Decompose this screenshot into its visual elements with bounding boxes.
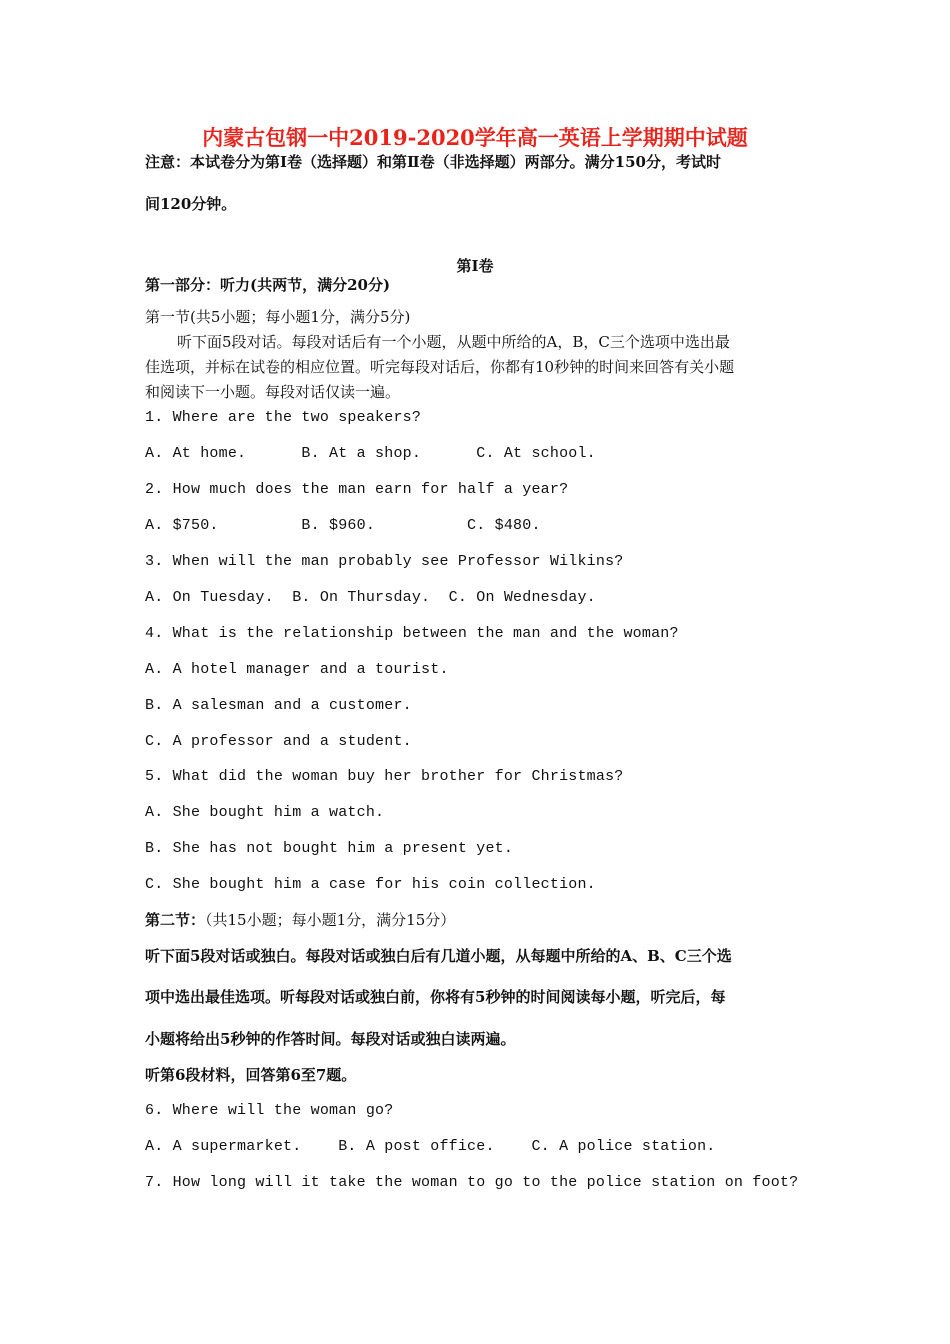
question-5-option-b: B. She has not bought him a present yet. [145, 840, 514, 857]
section1-instruction-line: 和阅读下一小题。每段对话仅读一遍。 [145, 383, 401, 401]
section2-instruction-line: 项中选出最佳选项。听每段对话或独白前，你将有5秒钟的时间阅读每小题，听完后，每 [145, 988, 726, 1006]
question-4-option-a: A. A hotel manager and a tourist. [145, 661, 449, 678]
section2-instruction-line: 小题将给出5秒钟的作答时间。每段对话或独白读两遍。 [145, 1030, 516, 1048]
section2-heading-label: 第二节： [145, 911, 206, 929]
question-3: 3. When will the man probably see Professor Wilkins? [145, 553, 624, 570]
question-5-option-a: A. She bought him a watch. [145, 804, 385, 821]
exam-title: 内蒙古包钢一中2019-2020学年高一英语上学期期中试题 [202, 125, 748, 150]
section1-instruction-line: 佳选项，并标在试卷的相应位置。听完每段对话后，你都有10秒钟的时间来回答有关小题 [145, 358, 735, 376]
section2-heading-detail: （共15小题；每小题1分，满分15分） [205, 911, 456, 929]
question-6: 6. Where will the woman go? [145, 1102, 394, 1119]
question-7: 7. How long will it take the woman to go to the police station on foot? [145, 1174, 799, 1191]
question-2: 2. How much does the man earn for half a year? [145, 481, 569, 498]
question-5-option-c: C. She bought him a case for his coin collection. [145, 876, 596, 893]
question-4: 4. What is the relationship between the man and the woman? [145, 625, 679, 642]
question-3-options: A. On Tuesday. B. On Thursday. C. On Wednesday. [145, 589, 596, 606]
question-5: 5. What did the woman buy her brother for Christmas? [145, 768, 624, 785]
notice-line-2: 间120分钟。 [145, 195, 237, 213]
question-1-options: A. At home. B. At a shop. C. At school. [145, 445, 596, 462]
material-6-heading: 听第6段材料，回答第6至7题。 [145, 1066, 357, 1084]
question-1: 1. Where are the two speakers? [145, 409, 422, 426]
question-2-options: A. $750. B. $960. C. $480. [145, 517, 541, 534]
section2-instruction-line: 听下面5段对话或独白。每段对话或独白后有几道小题，从每题中所给的A、B、C三个选 [145, 947, 732, 965]
section2-heading [145, 910, 455, 930]
volume-heading: 第Ⅰ卷 [456, 257, 494, 275]
section1-heading: 第一节(共5小题；每小题1分，满分5分) [145, 308, 411, 326]
question-6-options: A. A supermarket. B. A post office. C. A police station. [145, 1138, 716, 1155]
section1-instruction-line: 听下面5段对话。每段对话后有一个小题，从题中所给的A，B，C三个选项中选出最 [177, 333, 730, 351]
question-4-option-c: C. A professor and a student. [145, 733, 412, 750]
part1-heading: 第一部分：听力(共两节，满分20分) [145, 276, 391, 294]
notice-line-1: 注意：本试卷分为第Ⅰ卷（选择题）和第Ⅱ卷（非选择题）两部分。满分150分，考试时 [145, 153, 721, 171]
question-4-option-b: B. A salesman and a customer. [145, 697, 412, 714]
